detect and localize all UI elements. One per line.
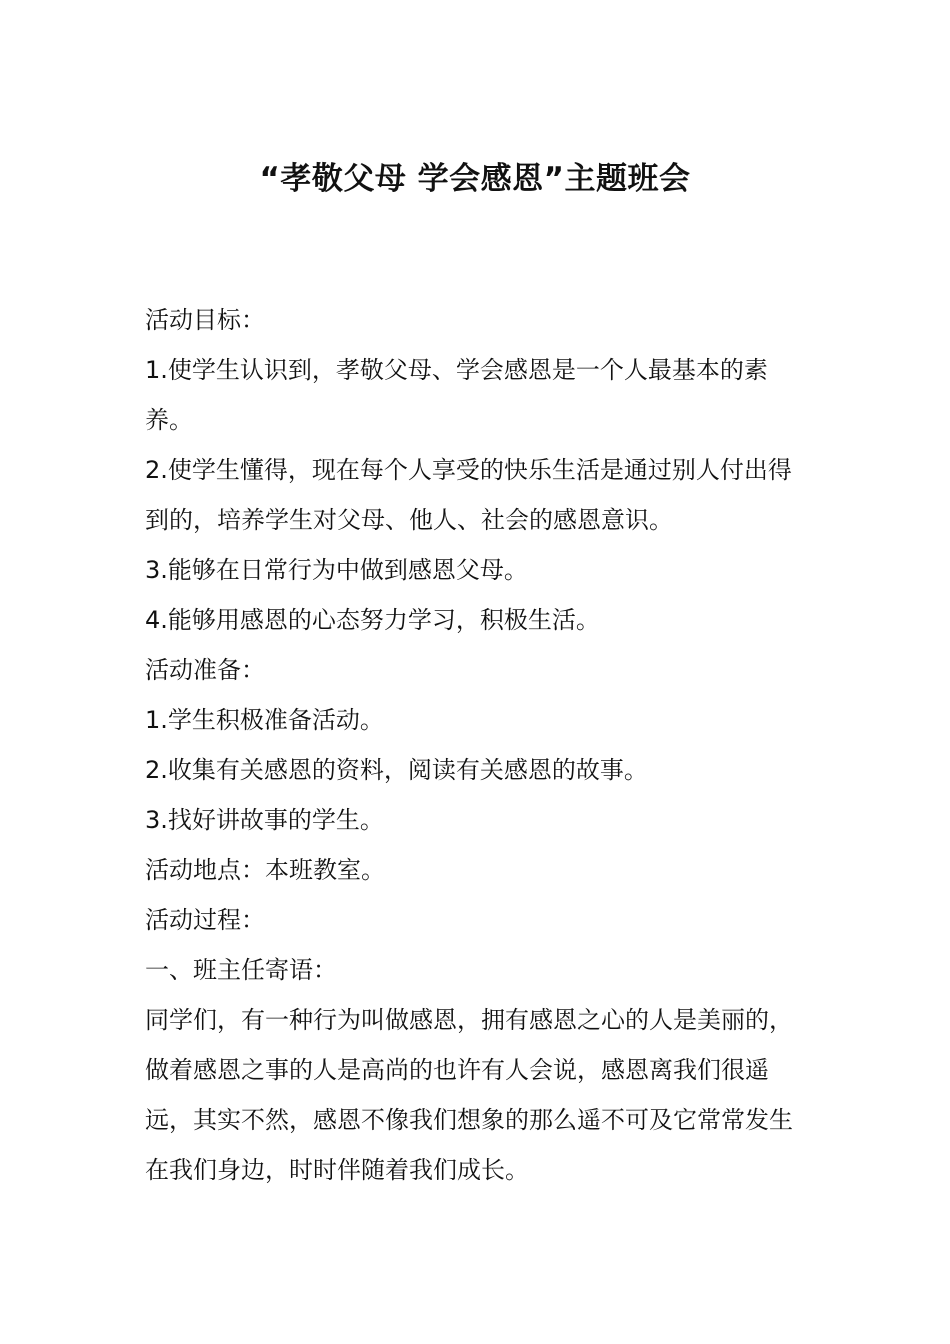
- activity-location: 活动地点：本班教室。: [145, 856, 385, 884]
- goal-item-1: 1.使学生认识到，孝敬父母、学会感恩是一个人最基本的素养。: [145, 356, 768, 434]
- goal-item-3: 3.能够在日常行为中做到感恩父母。: [145, 556, 528, 584]
- preparation-item-3: 3.找好讲故事的学生。: [145, 806, 384, 834]
- section-heading-preparation: 活动准备：: [145, 656, 265, 684]
- goal-item-2: 2.使学生懂得，现在每个人享受的快乐生活是通过别人付出得到的，培养学生对父母、他人、社会的感恩意识。: [145, 456, 792, 534]
- preparation-item-1: 1.学生积极准备活动。: [145, 706, 384, 734]
- preparation-item-2: 2.收集有关感恩的资料，阅读有关感恩的故事。: [145, 756, 648, 784]
- section-heading-process: 活动过程：: [145, 906, 265, 934]
- section-heading-goals: 活动目标：: [145, 306, 265, 334]
- document-title: “孝敬父母 学会感恩”主题班会: [259, 161, 691, 197]
- goal-item-4: 4.能够用感恩的心态努力学习，积极生活。: [145, 606, 600, 634]
- teacher-message-paragraph: 同学们，有一种行为叫做感恩，拥有感恩之心的人是美丽的，做着感恩之事的人是高尚的也许有人会说，感恩离我们很遥远，其实不然，感恩不像我们想象的那么遥不可及它常常发生在我们身边，时时伴随着我们成长。: [145, 1006, 793, 1184]
- document-body: [145, 295, 815, 1195]
- process-step-heading-1: 一、班主任寄语：: [145, 956, 337, 984]
